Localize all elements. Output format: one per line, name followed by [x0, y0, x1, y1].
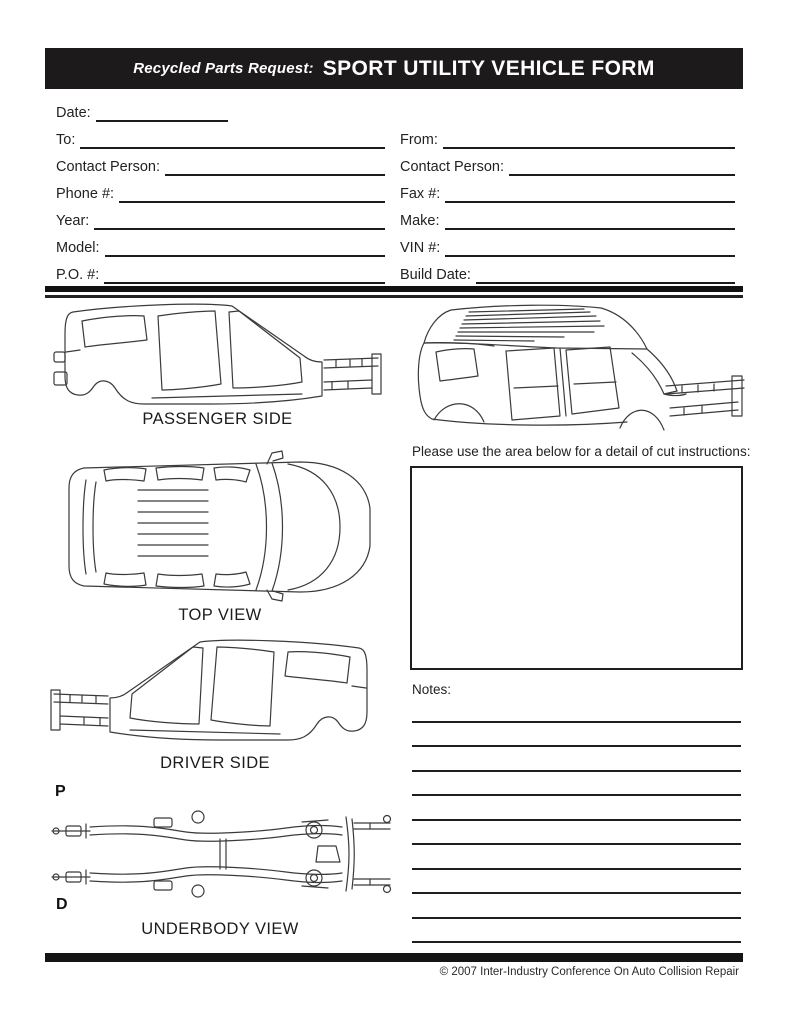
year-input-line[interactable]	[94, 214, 385, 230]
copyright-text: © 2007 Inter-Industry Conference On Auto Collision Repair	[439, 966, 739, 978]
field-row-year	[56, 203, 385, 230]
top-view-caption: TOP VIEW	[178, 606, 262, 624]
field-row-phone	[56, 176, 385, 203]
field-row-contact-person-to	[56, 149, 385, 176]
po-number-label: P.O. #:	[56, 267, 100, 283]
notes-line[interactable]	[412, 919, 741, 944]
phone-input-line[interactable]	[119, 187, 385, 203]
make-input-line[interactable]	[445, 214, 736, 230]
cut-instructions-label: Please use the area below for a detail of cut instructions:	[412, 444, 751, 459]
fields-right-column	[400, 122, 735, 284]
date-input-line[interactable]	[96, 106, 228, 122]
field-row-po-number	[56, 257, 385, 284]
top-view-diagram-icon	[60, 450, 378, 602]
from-label: From:	[400, 132, 438, 148]
notes-line[interactable]	[412, 747, 741, 772]
divider-rule-thick	[45, 286, 743, 292]
notes-label: Notes:	[412, 682, 452, 697]
field-row-make	[400, 203, 735, 230]
fax-input-line[interactable]	[445, 187, 735, 203]
underbody-caption: UNDERBODY VIEW	[141, 920, 299, 938]
cut-instructions-area[interactable]	[410, 466, 743, 670]
notes-line[interactable]	[412, 796, 741, 821]
contact-person-to-input-line[interactable]	[165, 160, 385, 176]
to-input-line[interactable]	[80, 133, 385, 149]
year-label: Year:	[56, 213, 90, 229]
underbody-diagram-icon	[46, 806, 394, 902]
contact-person-from-input-line[interactable]	[509, 160, 735, 176]
field-row-from	[400, 122, 735, 149]
po-number-input-line[interactable]	[104, 268, 385, 284]
field-row-model	[56, 230, 385, 257]
notes-line[interactable]	[412, 870, 741, 895]
model-label: Model:	[56, 240, 100, 256]
phone-label: Phone #:	[56, 186, 115, 202]
notes-line[interactable]	[412, 698, 741, 723]
field-row-contact-person-from	[400, 149, 735, 176]
make-label: Make:	[400, 213, 440, 229]
to-label: To:	[56, 132, 76, 148]
footer-rule	[45, 953, 743, 962]
from-input-line[interactable]	[443, 133, 735, 149]
fax-label: Fax #:	[400, 186, 441, 202]
build-date-input-line[interactable]	[476, 268, 735, 284]
field-row-build-date	[400, 257, 735, 284]
field-row-to	[56, 122, 385, 149]
field-row-date	[56, 95, 385, 122]
model-input-line[interactable]	[105, 241, 385, 257]
form-title: SPORT UTILITY VEHICLE FORM	[322, 56, 655, 80]
form-title-bar	[45, 48, 743, 89]
notes-line[interactable]	[412, 894, 741, 919]
build-date-label: Build Date:	[400, 267, 471, 283]
notes-line[interactable]	[412, 723, 741, 748]
vin-label: VIN #:	[400, 240, 441, 256]
vin-input-line[interactable]	[445, 241, 735, 257]
notes-line[interactable]	[412, 821, 741, 846]
field-row-vin	[400, 230, 735, 257]
fields-left-column	[56, 95, 385, 284]
passenger-side-diagram-icon	[52, 300, 382, 412]
contact-person-from-label: Contact Person:	[400, 159, 504, 175]
field-row-fax	[400, 176, 735, 203]
driver-side-caption: DRIVER SIDE	[160, 754, 270, 772]
notes-line[interactable]	[412, 772, 741, 797]
passenger-side-caption: PASSENGER SIDE	[142, 410, 293, 428]
notes-area	[412, 698, 741, 943]
date-label: Date:	[56, 105, 91, 121]
notes-line[interactable]	[412, 845, 741, 870]
passenger-side-marker: P	[55, 783, 66, 800]
driver-side-marker: D	[56, 896, 68, 913]
three-quarter-body-diagram-icon	[414, 296, 746, 443]
driver-side-diagram-icon	[50, 636, 380, 752]
form-subtitle: Recycled Parts Request:	[133, 60, 314, 77]
contact-person-to-label: Contact Person:	[56, 159, 160, 175]
